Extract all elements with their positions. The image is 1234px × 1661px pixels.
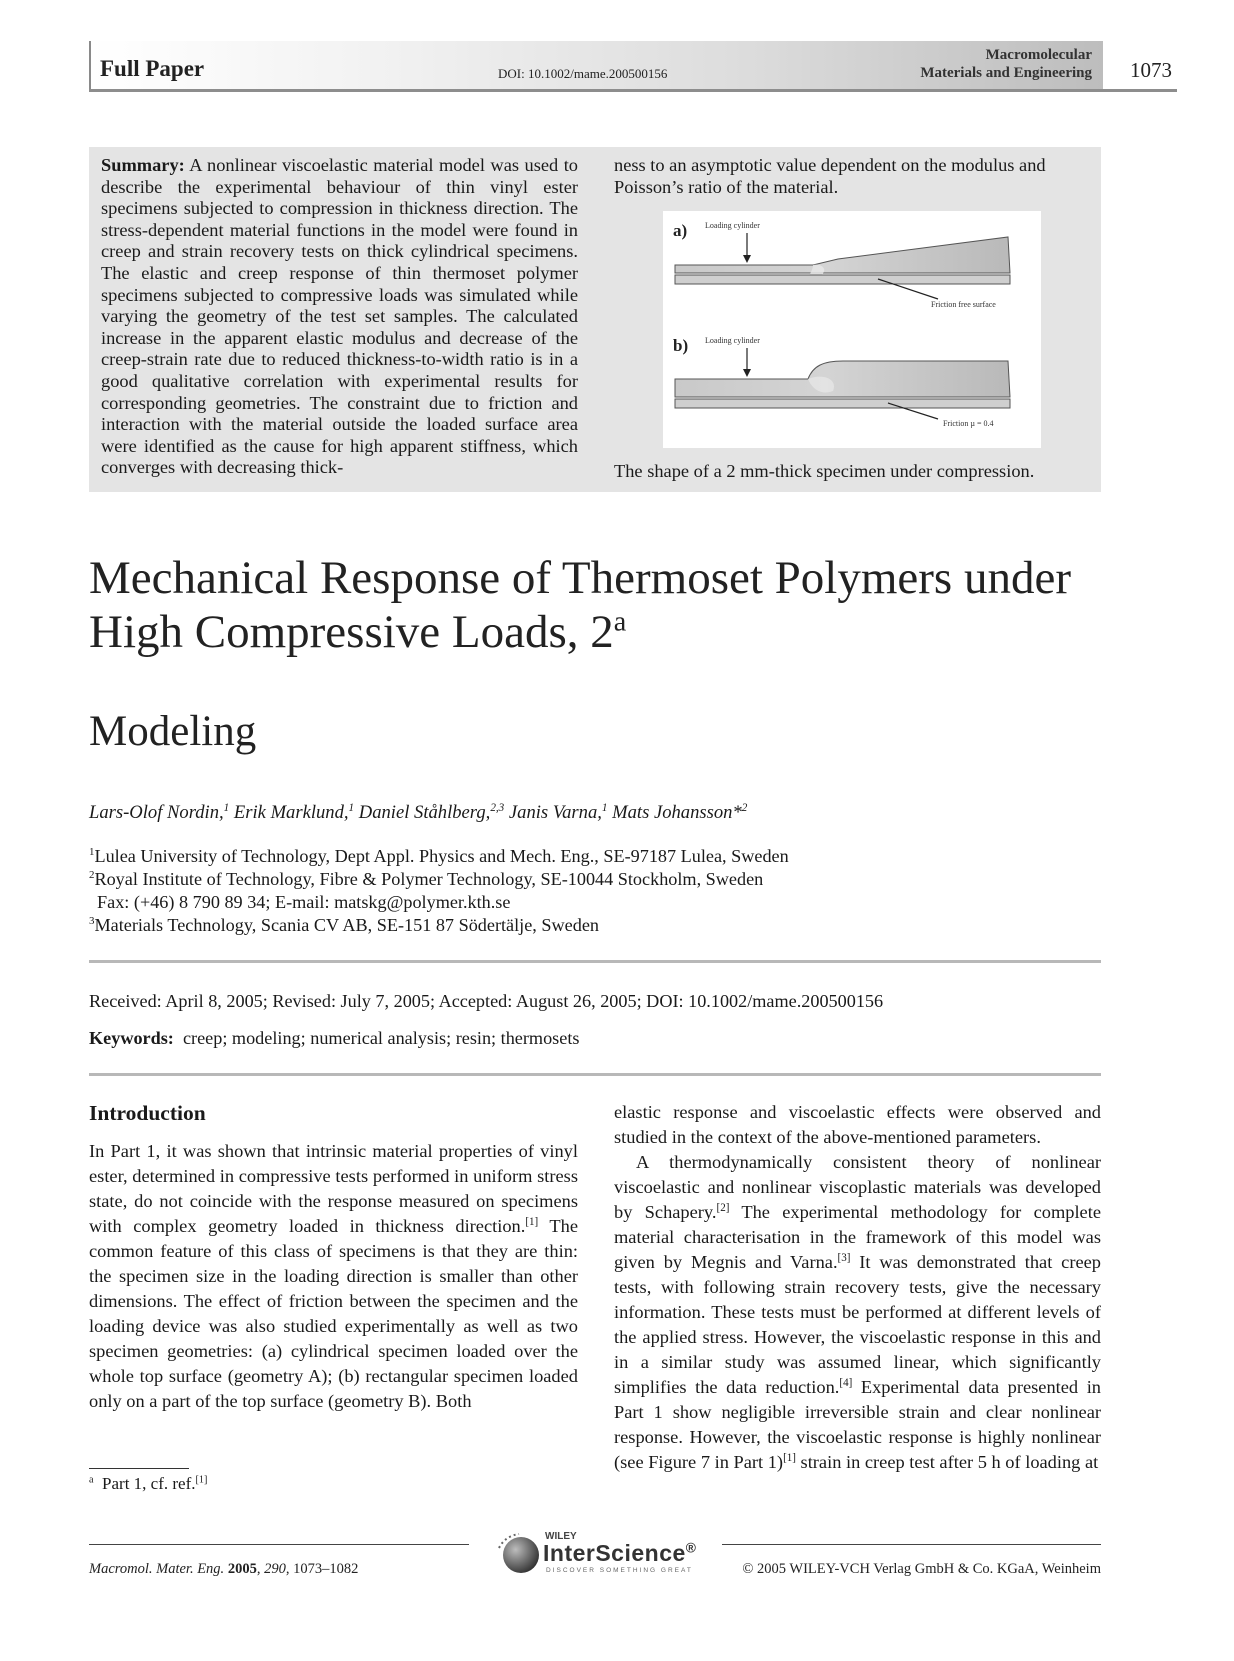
- logo-name: [543, 1540, 696, 1567]
- citation-ref: [4]: [839, 1376, 853, 1389]
- affiliation-line: [89, 845, 1119, 868]
- citation-ref: [1]: [525, 1215, 539, 1228]
- footer-rule-right: [722, 1544, 1101, 1545]
- loading-cylinder-label-b: Loading cylinder: [705, 336, 760, 345]
- paragraph-text: A thermodynamically consistent theory of nonlinear viscoelastic and nonlinear viscoplastic materials was developed by Schapery.: [614, 1152, 1101, 1222]
- figure-caption: The shape of a 2 mm-thick specimen under compression.: [614, 461, 1035, 481]
- divider-top: [89, 960, 1101, 963]
- page-number: 1073: [1130, 58, 1172, 82]
- base-plate-a: [675, 275, 1010, 284]
- footnote-rule: [89, 1468, 189, 1469]
- citation-ref: [3]: [837, 1251, 851, 1264]
- received-dates: Received: April 8, 2005; Revised: July 7, 2005; Accepted: August 26, 2005; DOI: 10.1002/mame.200500156: [89, 991, 884, 1011]
- keywords-label: Keywords:: [89, 1028, 174, 1048]
- journal-name-line2: Materials and Engineering: [920, 65, 1092, 81]
- footnote-text: Part 1, cf. ref.: [102, 1474, 196, 1493]
- logo-brand: WILEY: [545, 1531, 577, 1542]
- article-title-sup: a: [613, 606, 627, 638]
- author-affil-sup: 2,3: [490, 801, 505, 814]
- surface-label-b: Friction µ = 0.4: [943, 419, 994, 428]
- footer-rule-left: [89, 1544, 469, 1545]
- author-name: Erik Marklund,: [233, 802, 349, 823]
- author-affil-sup: 2: [741, 801, 748, 814]
- paragraph-text: strain in creep test after 5 h of loading at: [795, 1452, 1099, 1472]
- arrow-head-b: [743, 369, 751, 377]
- paragraph: elastic response and viscoelastic effects were observed and studied in the context of the above-mentioned parameters.: [614, 1102, 1101, 1147]
- affiliation-line: [89, 868, 1119, 891]
- header-doi: DOI: 10.1002/mame.200500156: [498, 66, 668, 81]
- body-column-left: [89, 1139, 578, 1414]
- divider-bottom: [89, 1073, 1101, 1076]
- summary-text-left: [101, 155, 578, 479]
- paragraph-text: It was demonstrated that creep tests, with following strain recovery tests, give the necessary information. These tests must be performed at different levels of the applied stress. However, the viscoelastic response in this and in a similar study was assumed linear, which significantly simplifies the data reduction.: [614, 1252, 1101, 1397]
- paragraph-text: The common feature of this class of specimens is that they are thin: the specimen size in the loading direction is smaller than other dimensions. The effect of friction between the specimen and the loading device was also studied experimentally as well as two specimen geometries: (a) cylindrical specimen loaded over the whole top surface (geometry A); (b) rectangular specimen loaded only on a part of the top surface (geometry B). Both: [89, 1216, 578, 1411]
- specimen-b: [675, 361, 1010, 397]
- affiliation-text: Materials Technology, Scania CV AB, SE-151 87 Södertälje, Sweden: [94, 915, 599, 935]
- footer-journal: Macromol. Mater. Eng.: [89, 1561, 225, 1577]
- author-affil-sup: 1: [601, 801, 608, 814]
- logo-tagline: DISCOVER SOMETHING GREAT: [546, 1567, 693, 1574]
- author-list: [89, 802, 1119, 824]
- logo-name-text: InterScience: [543, 1540, 686, 1566]
- footer-year: 2005: [227, 1561, 257, 1577]
- paragraph: [89, 1139, 578, 1414]
- author-affil-sup: 1: [223, 801, 230, 814]
- journal-name: [862, 46, 1092, 82]
- paragraph-text: In Part 1, it was shown that intrinsic material properties of vinyl ester, determined in compressive tests performed in uniform stress state, do not coincide with the response measured on specimens with complex geometry loaded in thickness direction.: [89, 1141, 578, 1236]
- affiliation-text: Lulea University of Technology, Dept Appl. Physics and Mech. Eng., SE-97187 Lulea, Sweden: [94, 846, 789, 866]
- logo-registered: ®: [685, 1540, 697, 1556]
- author-name: Mats Johansson*: [612, 802, 742, 823]
- paragraph-text: The experimental methodology for complete material characterisation in the framework of this model was given by Megnis and Varna.: [614, 1202, 1101, 1272]
- paragraph-text: Experimental data presented in Part 1 show negligible irreversible strain and clear nonlinear response. However, the viscoelastic response is highly nonlinear (see Figure 7 in Part 1): [614, 1377, 1101, 1472]
- author-affil-sup: 1: [348, 801, 355, 814]
- article-subtitle: Modeling: [89, 708, 257, 755]
- author-name: Daniel Ståhlberg,: [358, 802, 491, 823]
- panel-b-label: b): [673, 336, 689, 355]
- footnote: [89, 1474, 207, 1494]
- specimen-a: [675, 237, 1010, 273]
- article-title: [89, 551, 1119, 659]
- article-title-text: Mechanical Response of Thermoset Polymers under High Compressive Loads, 2: [89, 552, 1071, 658]
- citation-ref: [2]: [716, 1201, 730, 1214]
- base-plate-b: [675, 399, 1010, 408]
- panel-a-label: a): [673, 221, 688, 240]
- body-column-right: [614, 1100, 1101, 1475]
- summary-text-right: ness to an asymptotic value dependent on the modulus and Poisson’s ratio of the material.: [614, 155, 1046, 197]
- affiliation-sup: 3: [89, 914, 95, 927]
- footnote-marker: a: [89, 1474, 94, 1486]
- loading-cylinder-label-a: Loading cylinder: [705, 221, 760, 230]
- affiliations: [89, 845, 1119, 937]
- keywords-text: creep; modeling; numerical analysis; resin; thermosets: [182, 1028, 580, 1048]
- specimen-compression-diagram: [663, 211, 1041, 448]
- surface-label-a: Friction free surface: [931, 300, 996, 309]
- affiliation-line: [89, 891, 1119, 914]
- footer-copyright: © 2005 WILEY-VCH Verlag GmbH & Co. KGaA, Weinheim: [742, 1561, 1101, 1577]
- summary-figure: [663, 211, 1041, 448]
- section-label: Full Paper: [100, 56, 205, 81]
- affiliation-text: Royal Institute of Technology, Fibre & Polymer Technology, SE-10044 Stockholm, Sweden: [94, 869, 764, 889]
- paragraph: [614, 1150, 1101, 1475]
- journal-name-line1: Macromolecular: [985, 47, 1092, 63]
- header-rule: [89, 89, 1177, 92]
- citation-ref: [1]: [195, 1474, 208, 1486]
- citation-ref: [1]: [783, 1451, 796, 1464]
- author-name: Lars-Olof Nordin,: [89, 802, 224, 823]
- author-name: Janis Varna,: [508, 802, 602, 823]
- footer-pages: , 1073–1082: [285, 1561, 359, 1577]
- globe-icon: [493, 1528, 545, 1578]
- affiliation-line: [89, 914, 1119, 937]
- affiliation-sup: 2: [89, 868, 95, 881]
- keywords-line: [89, 1028, 579, 1049]
- footer-citation: Macromol. Mater. Eng. 2005, 290, 1073–1082: [89, 1561, 359, 1577]
- section-heading: Introduction: [89, 1101, 206, 1125]
- summary-body-left: A nonlinear viscoelastic material model was used to describe the experimental behaviour of thin vinyl ester specimens subjected to compression in thickness direction. The stress-dependent material functions in the model were found in creep and strain recovery tests on thick cylindrical specimens. The elastic and creep response of thin thermoset polymer specimens subjected to compressive loads was simulated while varying the geometry of the test set samples. The calculated increase in the apparent elastic modulus and decrease of the creep-strain rate due to reduced thickness-to-width ratio is in a good qualitative correlation with experimental results for corresponding geometries. The constraint due to friction and interaction with the material outside the loaded surface area were identified as the cause for high apparent stiffness, which converges with decreasing thick-: [101, 155, 578, 478]
- affiliation-sup: 1: [89, 845, 95, 858]
- footer-volume: 290: [264, 1561, 286, 1577]
- arrow-head-a: [743, 255, 751, 263]
- affiliation-contact: Fax: (+46) 8 790 89 34; E-mail: matskg@polymer.kth.se: [97, 892, 511, 912]
- summary-label: Summary:: [101, 155, 185, 175]
